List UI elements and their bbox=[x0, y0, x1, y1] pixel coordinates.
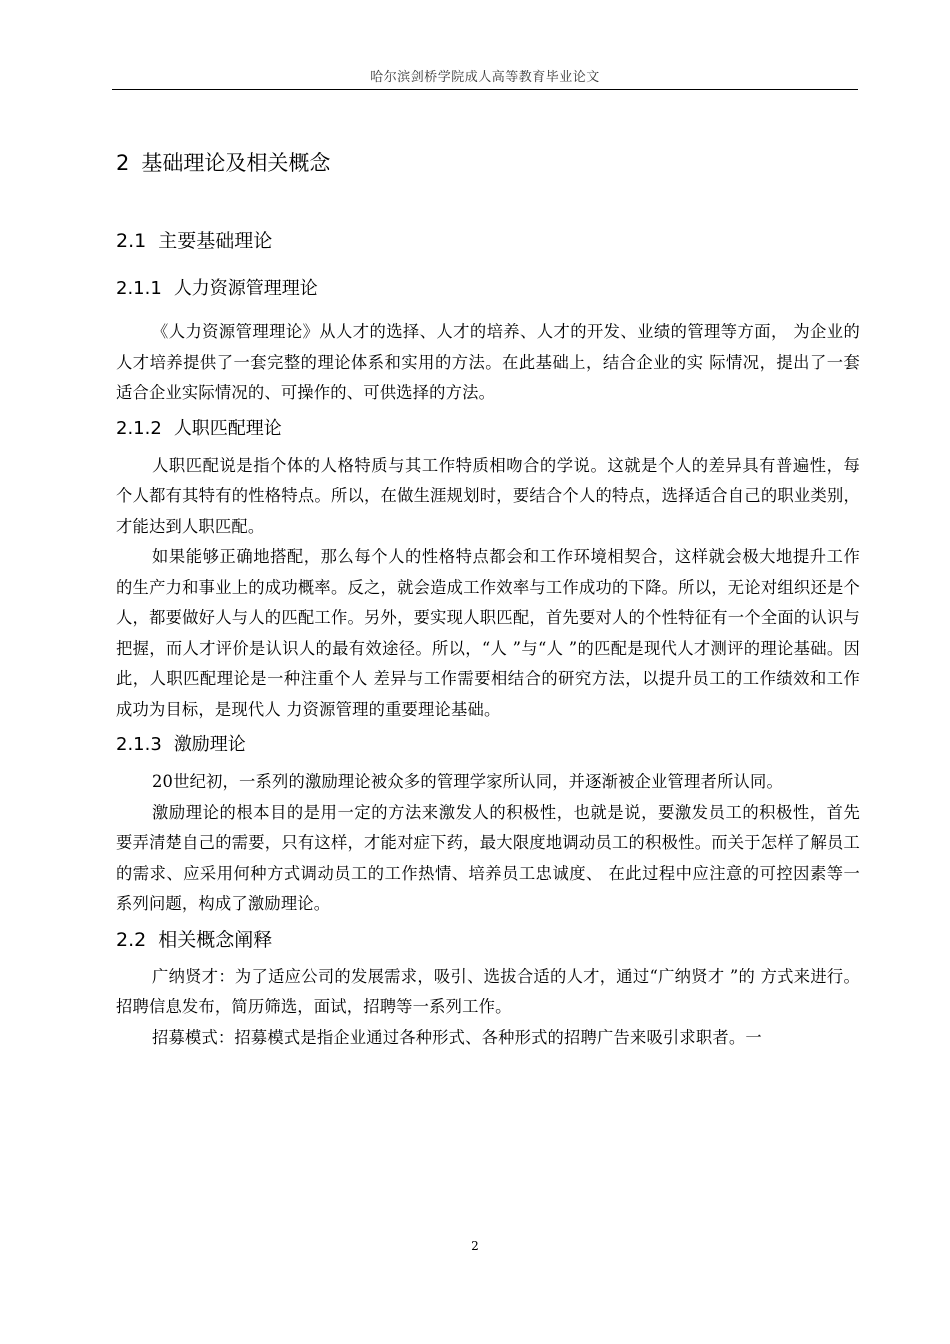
subsection-heading-2-1-1 bbox=[116, 271, 860, 307]
section-heading-2-1 bbox=[116, 225, 860, 257]
subsection-number: 2.1.2 bbox=[116, 417, 162, 439]
paragraph: 广纳贤才：为了适应公司的发展需求，吸引、选拔合适的人才，通过“广纳贤才 ”的 方式来进行。招聘信息发布，简历筛选，面试，招聘等一系列工作。 bbox=[116, 966, 860, 1016]
paragraph: 20世纪初，一系列的激励理论被众多的管理学家所认同，并逐渐被企业管理者所认同。 bbox=[152, 772, 783, 791]
header-rule bbox=[112, 89, 858, 90]
chapter-title: 基础理论及相关概念 bbox=[141, 151, 331, 175]
subsection-title: 人职匹配理论 bbox=[173, 417, 282, 439]
subsection-title: 人力资源管理理论 bbox=[173, 278, 318, 299]
section-title: 主要基础理论 bbox=[158, 230, 273, 252]
paragraph: 激励理论的根本目的是用一定的方法来激发人的积极性，也就是说，要激发员工的积极性，首先要弄清楚自己的需要，只有这样，才能对症下药，最大限度地调动员工的积极性。而关于怎样了解员工的需求、应采用何种方式调动员工的工作热情、培养员工忠诚度、 在此过程中应注意的可控因素等一系列问题，构成了激励理论。 bbox=[116, 802, 860, 913]
section-number: 2.2 bbox=[116, 928, 147, 951]
subsection-title: 激励理论 bbox=[173, 734, 246, 755]
paragraph: 《人力资源管理理论》从人才的选择、人才的培养、人才的开发、业绩的管理等方面， 为企业的人才培养提供了一套完整的理论体系和实用的方法。在此基础上，结合企业的实 际情况，提出了一套适合企业实际情况的、可操作的、可供选择的方法。 bbox=[116, 322, 860, 402]
subsection-number: 2.1.1 bbox=[116, 278, 162, 299]
page-number: 2 bbox=[471, 1239, 479, 1253]
section-title: 相关概念阐释 bbox=[158, 928, 273, 951]
paragraph: 人职匹配说是指个体的人格特质与其工作特质相吻合的学说。这就是个人的差异具有普遍性，每个人都有其特有的性格特点。所以，在做生涯规划时，要结合个人的特点，选择适合自己的职业类别，才能达到人职匹配。 bbox=[116, 455, 860, 536]
subsection-number: 2.1.3 bbox=[116, 734, 162, 755]
section-number: 2.1 bbox=[116, 230, 147, 252]
running-header: 哈尔滨剑桥学院成人高等教育毕业论文 bbox=[370, 70, 600, 85]
paragraph: 如果能够正确地搭配，那么每个人的性格特点都会和工作环境相契合，这样就会极大地提升工作的生产力和事业上的成功概率。反之，就会造成工作效率与工作成功的下降。所以，无论对组织还是个人，都要做好人与人的匹配工作。另外，要实现人职匹配，首先要对人的个性特征有一个全面的认识与把握，而人才评价是认识人的最有效途径。所以，“人 ”与“人 ”的匹配是现代人才测评的理论基础。因此，人职匹配理论是一种注重个人 差异与工作需要相结合的研究方法，以提升员工的工作绩效和工作成功为目标，是现代人 力资源管理的重要理论基础。 bbox=[116, 547, 860, 719]
chapter-heading bbox=[116, 146, 860, 180]
page-content bbox=[116, 146, 860, 1053]
subsection-heading-2-1-3 bbox=[116, 727, 860, 763]
section-heading-2-2 bbox=[116, 924, 860, 956]
subsection-heading-2-1-2 bbox=[116, 411, 860, 447]
paragraph: 招募模式：招募模式是指企业通过各种形式、各种形式的招聘广告来吸引求职者。一 bbox=[152, 1027, 762, 1047]
chapter-number: 2 bbox=[116, 151, 130, 175]
